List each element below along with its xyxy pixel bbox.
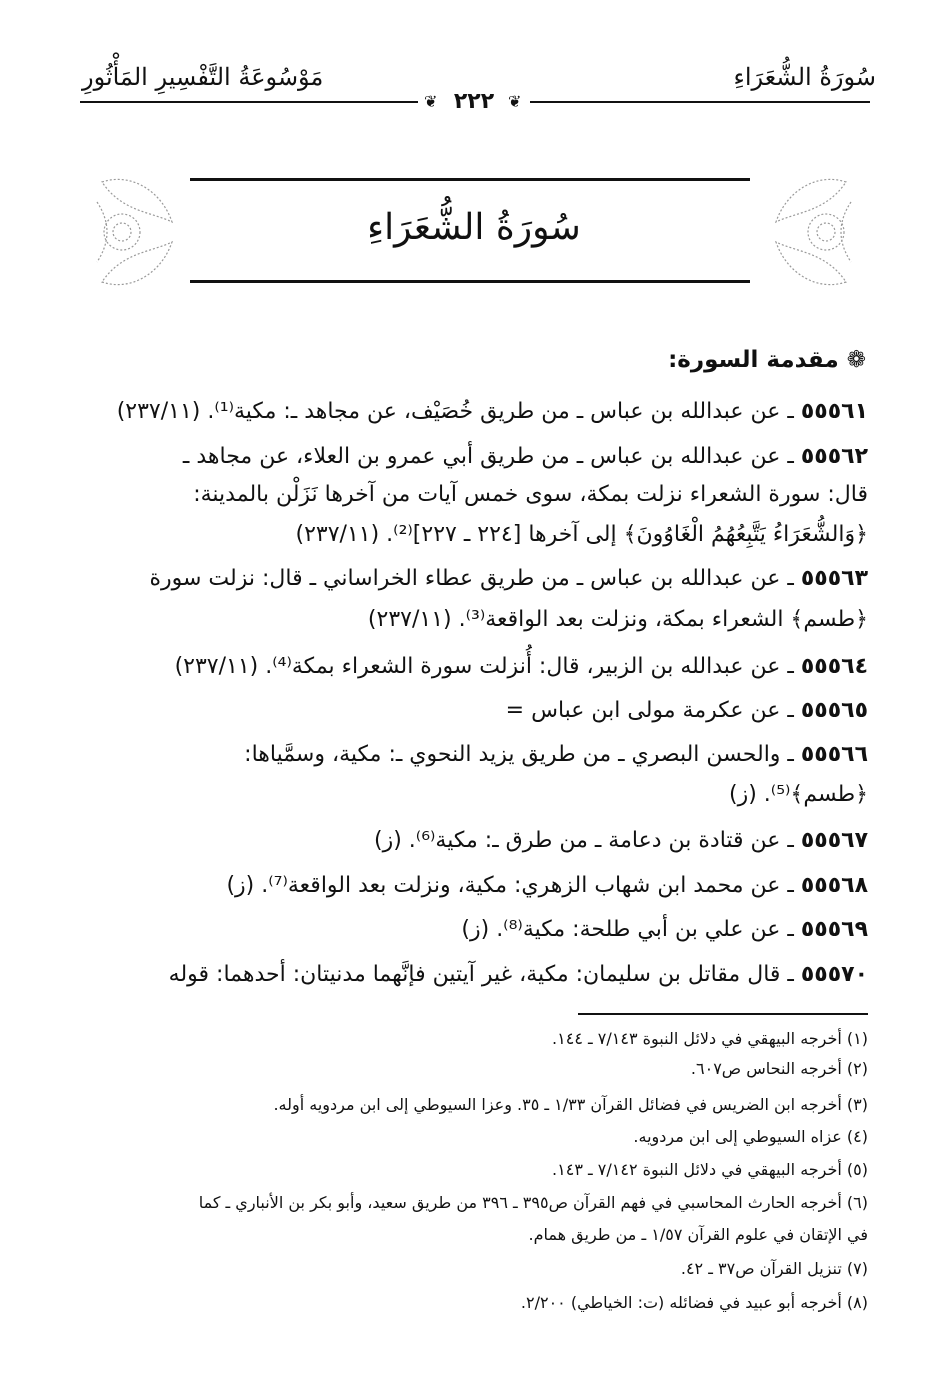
text-line <box>80 694 868 728</box>
section-heading-label: مقدمة السورة: <box>668 347 839 373</box>
narration-text: ـ عن عبدالله بن عباس ـ من طريق خُصَيْف، عن مجاهد ـ: مكية⁽¹⁾. (٢٣٧/١١) <box>116 399 801 424</box>
header-rule-right <box>530 101 870 103</box>
page-number: ٢٢٢ <box>453 89 495 114</box>
text-line <box>80 440 868 474</box>
narration-number: ٥٥٥٦٥ <box>800 698 868 723</box>
text-line <box>80 958 868 992</box>
narration-number: ٥٥٥٦٦ <box>800 742 868 767</box>
narration-number: ٥٥٥٦١ <box>800 399 868 424</box>
section-heading <box>668 343 866 377</box>
narration-number: ٥٥٥٦٢ <box>800 444 868 469</box>
narration-number: ٥٥٥٦٩ <box>800 917 868 942</box>
arabesque-right-icon <box>766 172 856 292</box>
narration-text: ﴿وَالشُّعَرَاءُ يَتَّبِعُهُمُ الْغَاوُونَ﴾ إلى آخرها [٢٢٤ ـ ٢٢٧]⁽²⁾. (٢٣٧/١١) <box>295 522 868 547</box>
header-ornament-right-icon: ❦ <box>508 92 522 111</box>
header-ornament-left-icon: ❦ <box>424 92 438 111</box>
narration-number: ٥٥٥٦٧ <box>800 828 868 853</box>
footnote: (٨) أخرجه أبو عبيد في فضائله (ت: الخياطي) ٢/٢٠٠. <box>520 1293 868 1312</box>
surah-title: سُورَةُ الشُّعَرَاءِ <box>367 207 581 248</box>
footnote-separator <box>578 1013 868 1015</box>
narration-text: ـ عن عبدالله بن عباس ـ من طريق أبي عمرو بن العلاء، عن مجاهد ـ <box>182 444 801 469</box>
narration-number: ٥٥٥٦٨ <box>800 873 868 898</box>
header-rule-left <box>80 101 418 103</box>
text-line <box>80 778 868 812</box>
running-header-book-title: مَوْسُوعَةُ التَّفْسِيرِ المَأْثُورِ <box>82 63 324 91</box>
footnote: (٥) أخرجه البيهقي في دلائل النبوة ٧/١٤٢ ـ ١٤٣. <box>552 1160 868 1179</box>
text-line <box>80 518 868 552</box>
text-line <box>80 869 868 903</box>
footnote: (٧) تنزيل القرآن ص٣٧ ـ ٤٢. <box>680 1259 868 1278</box>
narration-text: ـ والحسن البصري ـ من طريق يزيد النحوي ـ: مكية، وسمَّياها: <box>244 742 801 767</box>
narration-text: ـ عن قتادة بن دعامة ـ من طرق ـ: مكية⁽⁶⁾. (ز) <box>374 828 801 853</box>
text-line <box>80 395 868 429</box>
banner-rule-top <box>190 178 750 181</box>
narration-text: ـ قال مقاتل بن سليمان: مكية، غير آيتين فإنَّهما مدنيتان: أحدهما: قوله <box>168 962 801 987</box>
narration-text: قال: سورة الشعراء نزلت بمكة، سوى خمس آيات من آخرها نَزَلْن بالمدينة: <box>193 482 868 507</box>
text-line <box>80 603 868 637</box>
narration-text: ـ عن محمد ابن شهاب الزهري: مكية، ونزلت بعد الواقعة⁽⁷⁾. (ز) <box>226 873 801 898</box>
text-line <box>80 478 868 512</box>
text-line <box>80 738 868 772</box>
running-header-surah-title: سُورَةُ الشُّعَرَاءِ <box>733 63 876 91</box>
footnote: (٣) أخرجه ابن الضريس في فضائل القرآن ١/٣٣ ـ ٣٥. وعزا السيوطي إلى ابن مردويه أوله. <box>273 1095 868 1114</box>
flower-ornament-icon: ❁ <box>846 347 866 373</box>
narration-text: ﴿طسم﴾ الشعراء بمكة، ونزلت بعد الواقعة⁽³⁾. (٢٣٧/١١) <box>367 607 868 632</box>
narration-text: ـ عن علي بن أبي طلحة: مكية⁽⁸⁾. (ز) <box>461 917 801 942</box>
footnote: (١) أخرجه البيهقي في دلائل النبوة ٧/١٤٣ ـ ١٤٤. <box>552 1029 868 1048</box>
narration-text: ـ عن عبدالله بن الزبير، قال: أُنزلت سورة الشعراء بمكة⁽⁴⁾. (٢٣٧/١١) <box>174 654 801 679</box>
narration-number: ٥٥٥٦٣ <box>800 566 868 591</box>
arabesque-left-icon <box>92 172 182 292</box>
banner-rule-bottom <box>190 280 750 283</box>
text-line <box>80 650 868 684</box>
footnote: في الإتقان في علوم القرآن ١/٥٧ ـ من طريق همام. <box>528 1225 868 1244</box>
footnote: (٤) عزاه السيوطي إلى ابن مردويه. <box>633 1127 868 1146</box>
footnote: (٦) أخرجه الحارث المحاسبي في فهم القرآن ص٣٩٥ ـ ٣٩٦ من طريق سعيد، وأبو بكر بن الأنباري ـ كما <box>198 1193 868 1212</box>
narration-text: ـ عن عبدالله بن عباس ـ من طريق عطاء الخراساني ـ قال: نزلت سورة <box>149 566 801 591</box>
text-line <box>80 824 868 858</box>
text-line <box>80 913 868 947</box>
narration-number: ٥٥٥٧٠ <box>800 962 868 987</box>
narration-text: ﴿طسم﴾⁽⁵⁾. (ز) <box>729 782 868 807</box>
footnote: (٢) أخرجه النحاس ص٦٠٧. <box>690 1059 868 1078</box>
narration-number: ٥٥٥٦٤ <box>800 654 868 679</box>
text-line <box>80 562 868 596</box>
narration-text: ـ عن عكرمة مولى ابن عباس = <box>505 698 801 723</box>
